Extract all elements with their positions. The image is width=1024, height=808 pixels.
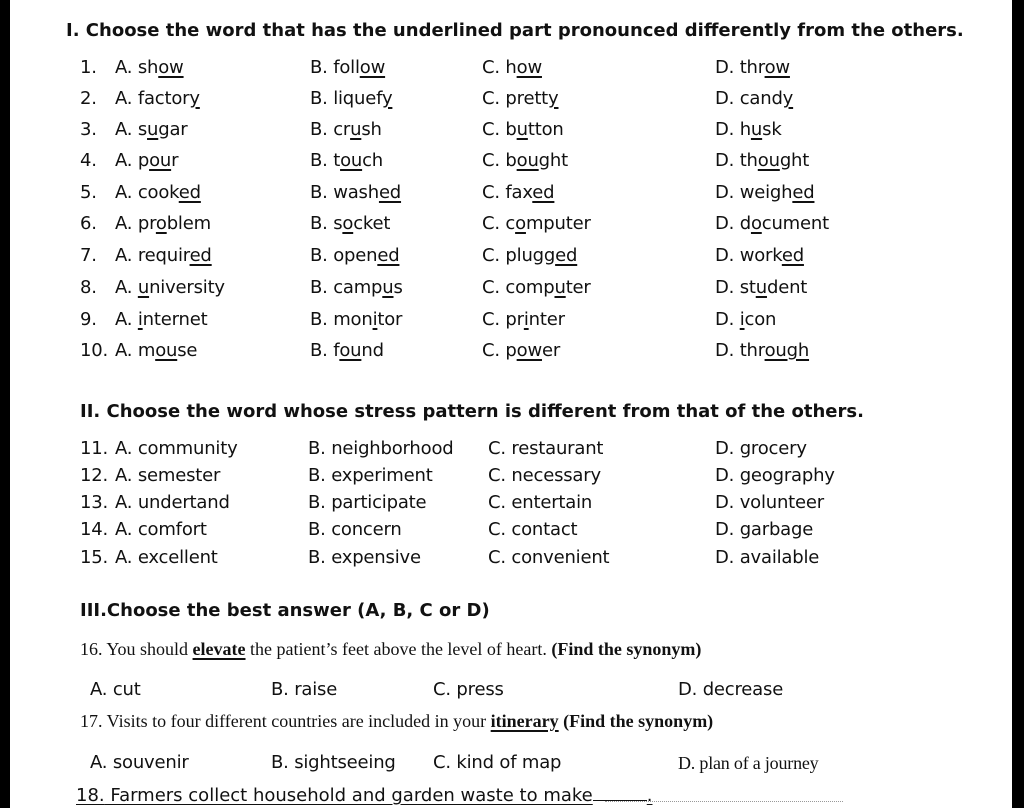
underlined-part: i [137, 309, 143, 330]
question-number: 11. [80, 438, 109, 459]
option-text-rest: nternet [142, 309, 208, 330]
question-18-end: . [646, 785, 653, 806]
option-a: A. semester [115, 465, 221, 486]
question-17-prefix: 17. Visits to four different countries are included in your [80, 711, 491, 731]
question-number: 4. [80, 150, 97, 171]
option-text: C. pr [482, 309, 524, 330]
option-text: B. open [310, 245, 378, 266]
option-c [482, 245, 577, 267]
underlined-part: ow [158, 57, 184, 78]
option-text-rest: ch [362, 150, 383, 171]
option-text: A. factor [115, 88, 190, 109]
worksheet-page [10, 0, 1012, 808]
option-text: B. wash [310, 182, 379, 203]
option-a: A. undertand [115, 492, 230, 513]
underlined-part: y [381, 88, 393, 109]
option-d [715, 57, 790, 79]
question-number: 3. [80, 119, 97, 140]
option-b [310, 277, 403, 299]
option-text: C. p [482, 340, 517, 361]
underlined-part: ou [757, 150, 780, 171]
option-text: C. c [482, 213, 516, 234]
option-text: C. b [482, 119, 517, 140]
option-text-rest: niversity [149, 277, 225, 298]
option-c [482, 340, 560, 362]
underlined-part: u [516, 119, 528, 140]
question-18 [76, 784, 652, 807]
underlined-part: ow [516, 340, 542, 361]
option-b [310, 213, 390, 235]
option-text: A. cook [115, 182, 179, 203]
option-text: D. thr [715, 340, 765, 361]
option-text: D. thr [715, 57, 765, 78]
option-text: B. foll [310, 57, 360, 78]
question-number: 1. [80, 57, 97, 78]
option-text-rest: ght [779, 150, 810, 171]
option-c [482, 57, 542, 79]
underlined-part: u [350, 119, 362, 140]
option-c [482, 119, 564, 141]
question-16-prefix: 16. You should [80, 639, 193, 659]
underlined-part: ou [149, 150, 172, 171]
option-text: A. s [115, 119, 148, 140]
option-text: B. cr [310, 119, 351, 140]
option-text: D. h [715, 119, 751, 140]
option-a [115, 245, 212, 267]
underlined-part: ow [764, 57, 790, 78]
option-c [482, 213, 591, 235]
underlined-part: u [382, 277, 394, 298]
option-text: A. sh [115, 57, 159, 78]
option-a: A. community [115, 438, 238, 459]
answer-blank[interactable] [593, 784, 647, 801]
option-text-rest: se [177, 340, 198, 361]
option-c: C. contact [488, 519, 578, 540]
option-text-rest: dent [766, 277, 808, 298]
option-text-rest: ght [538, 150, 568, 171]
option-text-rest: mputer [525, 213, 591, 234]
option-text: A. [115, 277, 138, 298]
underlined-part: u [750, 119, 763, 140]
dotted-rule [605, 801, 843, 802]
option-text: A. requir [115, 245, 190, 266]
underlined-part: ou [340, 150, 363, 171]
option-d [715, 150, 809, 172]
question-17-option-c: C. kind of map [433, 752, 562, 773]
option-text: D. work [715, 245, 782, 266]
question-16-option-d: D. decrease [678, 679, 784, 700]
question-18-number: 18. [76, 785, 105, 806]
option-d: D. available [715, 547, 820, 568]
underlined-part: u [147, 119, 159, 140]
question-17-keyword: itinerary [490, 711, 559, 731]
question-number: 10. [80, 340, 109, 361]
option-c [482, 309, 565, 331]
option-a [115, 277, 225, 299]
option-text-rest: cket [353, 213, 391, 234]
option-text: C. fax [482, 182, 533, 203]
option-b [310, 245, 399, 267]
option-d: D. volunteer [715, 492, 824, 513]
option-a [115, 57, 184, 79]
option-text: D. d [715, 213, 751, 234]
option-text: D. [715, 309, 740, 330]
option-b: B. neighborhood [308, 438, 454, 459]
option-b: B. expensive [308, 547, 421, 568]
option-a: A. comfort [115, 519, 207, 540]
underlined-part: u [137, 277, 150, 298]
question-16-keyword: elevate [192, 639, 246, 659]
option-text-rest: sh [361, 119, 382, 140]
option-text: B. camp [310, 277, 383, 298]
option-d [715, 88, 793, 110]
question-number: 15. [80, 547, 109, 568]
underlined-part: o [342, 213, 354, 234]
option-d [715, 309, 776, 331]
option-text: A. p [115, 150, 150, 171]
question-16-hint: (Find the synonym) [551, 639, 702, 659]
option-d: D. geography [715, 465, 835, 486]
option-a [115, 213, 211, 235]
option-a [115, 182, 201, 204]
question-number: 5. [80, 182, 97, 203]
underlined-part: i [523, 309, 529, 330]
question-17-hint: (Find the synonym) [563, 711, 714, 731]
underlined-part: o [750, 213, 762, 234]
option-text-rest: sk [762, 119, 782, 140]
option-d [715, 245, 804, 267]
option-d [715, 340, 809, 362]
question-number: 2. [80, 88, 97, 109]
question-number: 6. [80, 213, 97, 234]
option-text: C. h [482, 57, 517, 78]
option-b [310, 119, 382, 141]
underlined-part: u [554, 277, 566, 298]
underlined-part: y [782, 88, 794, 109]
option-text: C. plugg [482, 245, 556, 266]
option-c [482, 182, 554, 204]
option-text-rest: tton [527, 119, 564, 140]
underlined-part: i [372, 309, 378, 330]
section-2-heading: II. Choose the word whose stress pattern is different from that of the others. [80, 401, 864, 422]
option-b [310, 88, 392, 110]
option-text: C. b [482, 150, 517, 171]
option-text: D. th [715, 150, 758, 171]
underlined-part: ed [189, 245, 212, 266]
option-text-rest: s [393, 277, 403, 298]
question-16 [80, 638, 701, 660]
section-3-heading: III.Choose the best answer (A, B, C or D) [80, 600, 490, 621]
option-b [310, 182, 401, 204]
question-17 [80, 710, 713, 732]
option-d: D. garbage [715, 519, 814, 540]
question-16-suffix: the patient’s feet above the level of heart. [245, 639, 552, 659]
option-a [115, 88, 200, 110]
underlined-part: i [739, 309, 745, 330]
underlined-part: ou [155, 340, 178, 361]
option-text-rest: tor [377, 309, 403, 330]
underlined-part: ed [555, 245, 578, 266]
underlined-part: ough [764, 340, 810, 361]
underlined-part: ow [516, 57, 542, 78]
option-a [115, 309, 207, 331]
underlined-part: ed [377, 245, 400, 266]
question-16-option-c: C. press [433, 679, 504, 700]
option-text: C. comp [482, 277, 555, 298]
question-number: 8. [80, 277, 97, 298]
option-c: C. convenient [488, 547, 610, 568]
underlined-part: ow [359, 57, 386, 78]
question-number: 7. [80, 245, 97, 266]
option-b [310, 309, 402, 331]
option-text-rest: er [541, 340, 561, 361]
option-b: B. participate [308, 492, 427, 513]
option-text-rest: cument [761, 213, 829, 234]
option-d [715, 277, 807, 299]
question-number: 13. [80, 492, 109, 513]
option-c: C. necessary [488, 465, 601, 486]
option-a [115, 340, 197, 362]
underlined-part: ed [178, 182, 201, 203]
option-c: C. entertain [488, 492, 593, 513]
option-text-rest: r [171, 150, 179, 171]
option-text: B. s [310, 213, 343, 234]
option-b [310, 150, 383, 172]
option-text-rest: ter [565, 277, 591, 298]
option-text: B. t [310, 150, 341, 171]
option-d [715, 119, 782, 141]
option-text: C. prett [482, 88, 549, 109]
question-17-option-b: B. sightseeing [271, 752, 396, 773]
option-b: B. concern [308, 519, 402, 540]
option-a [115, 119, 188, 141]
option-text: A. pr [115, 213, 156, 234]
question-number: 12. [80, 465, 109, 486]
option-d [715, 182, 814, 204]
option-text: A. [115, 309, 138, 330]
underlined-part: o [515, 213, 526, 234]
section-1-heading: I. Choose the word that has the underlined part pronounced differently from the others. [66, 20, 964, 41]
underlined-part: y [189, 88, 200, 109]
option-text-rest: con [744, 309, 777, 330]
option-text: D. cand [715, 88, 783, 109]
question-number: 14. [80, 519, 109, 540]
underlined-part: ed [792, 182, 815, 203]
option-c [482, 88, 559, 110]
option-b: B. experiment [308, 465, 433, 486]
option-text-rest: nd [361, 340, 384, 361]
option-c [482, 150, 568, 172]
option-b [310, 340, 384, 362]
option-c: C. restaurant [488, 438, 604, 459]
underlined-part: ed [378, 182, 402, 203]
underlined-part: ed [532, 182, 555, 203]
option-text-rest: blem [166, 213, 211, 234]
underlined-part: ed [781, 245, 804, 266]
question-17-option-d: D. plan of a journey [678, 753, 819, 773]
option-text-rest: gar [158, 119, 188, 140]
question-number: 9. [80, 309, 97, 330]
option-text: D. st [715, 277, 756, 298]
option-text: B. f [310, 340, 340, 361]
question-18-text: Farmers collect household and garden waste to make [104, 785, 593, 806]
option-text: A. m [115, 340, 156, 361]
question-17-option-a: A. souvenir [90, 752, 189, 773]
question-16-option-b: B. raise [271, 679, 338, 700]
underlined-part: ou [339, 340, 362, 361]
question-16-option-a: A. cut [90, 679, 141, 700]
option-a [115, 150, 178, 172]
option-b [310, 57, 385, 79]
underlined-part: y [548, 88, 559, 109]
option-text: B. liquef [310, 88, 382, 109]
underlined-part: ou [516, 150, 539, 171]
option-d: D. grocery [715, 438, 807, 459]
underlined-part: o [155, 213, 167, 234]
option-text: D. weigh [715, 182, 793, 203]
underlined-part: u [755, 277, 767, 298]
option-c [482, 277, 591, 299]
option-a: A. excellent [115, 547, 218, 568]
option-text: B. mon [310, 309, 373, 330]
option-text-rest: nter [528, 309, 565, 330]
option-d [715, 213, 829, 235]
